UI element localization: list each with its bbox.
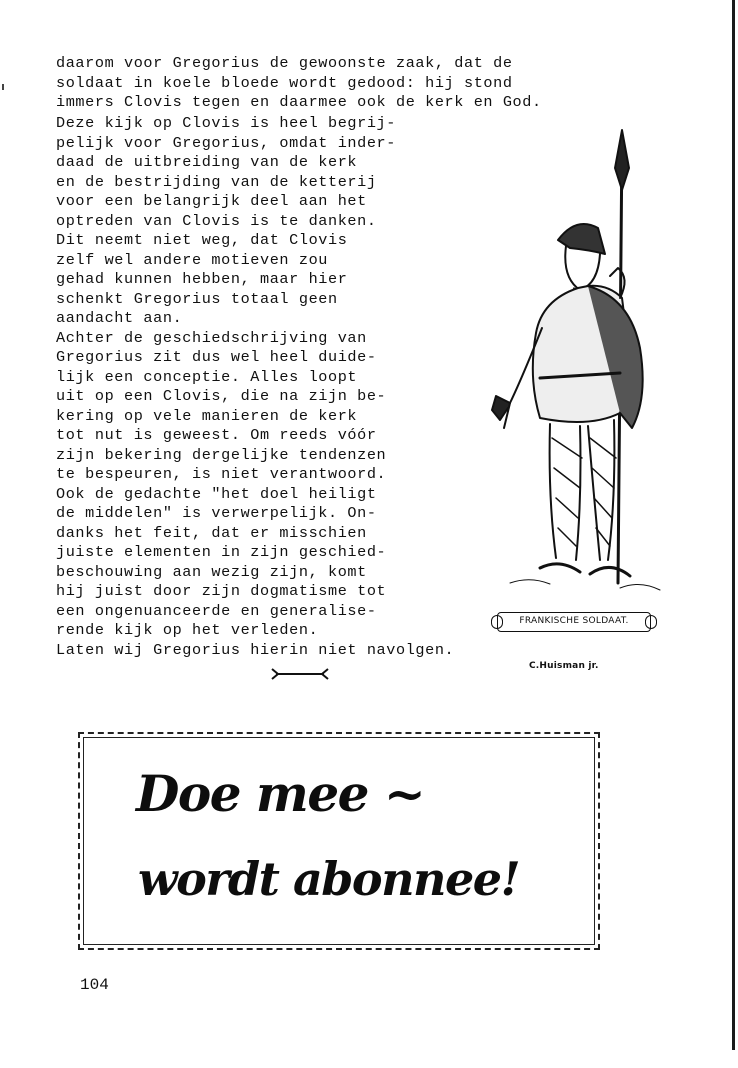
text-line: rende kijk op het verleden. bbox=[56, 621, 319, 639]
scan-speck bbox=[2, 84, 4, 90]
text-line: een ongenuanceerde en generalise- bbox=[56, 601, 377, 620]
text-line: Deze kijk op Clovis is heel begrij- bbox=[56, 114, 396, 132]
text-line: Ook de gedachte "het doel heiligt bbox=[56, 484, 377, 503]
text-line: soldaat in koele bloede wordt gedood: hij stond bbox=[56, 73, 513, 92]
text-line: uit op een Clovis, die na zijn be- bbox=[56, 387, 387, 405]
text-line: tot nut is geweest. Om reeds vóór bbox=[56, 426, 377, 444]
soldier-drawing bbox=[470, 128, 670, 608]
text-line: immers Clovis tegen en daarmee ook de kerk en God. bbox=[56, 93, 542, 111]
leg-wrappings bbox=[552, 438, 616, 546]
text-line: kering op vele manieren de kerk bbox=[56, 406, 358, 425]
section-divider-ornament bbox=[270, 667, 330, 681]
text-line: gehad kunnen hebben, maar hier bbox=[56, 270, 348, 288]
ground-lines bbox=[510, 580, 660, 590]
text-line: en de bestrijding van de ketterij bbox=[56, 172, 377, 191]
page-edge-rule bbox=[732, 0, 735, 1050]
text-line: Achter de geschiedschrijving van bbox=[56, 328, 367, 347]
artist-credit: C.Huisman jr. bbox=[529, 661, 599, 671]
illustration-caption: FRANKISCHE SOLDAAT. bbox=[497, 612, 651, 632]
text-line: juiste elementen in zijn geschied- bbox=[56, 543, 387, 561]
text-line: aandacht aan. bbox=[56, 309, 183, 327]
shoes bbox=[540, 564, 630, 576]
text-line: optreden van Clovis is te danken. bbox=[56, 211, 377, 230]
text-line: beschouwing aan wezig zijn, komt bbox=[56, 562, 367, 581]
text-line: zelf wel andere motieven zou bbox=[56, 250, 328, 269]
text-line: danks het feit, dat er misschien bbox=[56, 523, 367, 542]
text-line: Dit neemt niet weg, dat Clovis bbox=[56, 231, 348, 249]
text-line: de middelen" is verwerpelijk. On- bbox=[56, 504, 377, 522]
text-line: Laten wij Gregorius hierin niet navolgen. bbox=[56, 640, 455, 659]
spear-head bbox=[615, 130, 629, 190]
subscription-advertisement bbox=[78, 732, 600, 950]
text-line: schenkt Gregorius totaal geen bbox=[56, 289, 338, 308]
text-line: daad de uitbreiding van de kerk bbox=[56, 153, 358, 171]
text-line: lijk een conceptie. Alles loopt bbox=[56, 367, 358, 386]
text-line: daarom voor Gregorius de gewoonste zaak, dat de bbox=[56, 54, 513, 72]
text-line: pelijk voor Gregorius, omdat inder- bbox=[56, 133, 396, 152]
text-line: Gregorius zit dus wel heel duide- bbox=[56, 348, 377, 366]
text-line: zijn bekering dergelijke tendenzen bbox=[56, 445, 387, 464]
page-number: 104 bbox=[80, 976, 109, 994]
ad-headline: Doe mee ~ bbox=[136, 764, 425, 823]
text-line: hij juist door zijn dogmatisme tot bbox=[56, 582, 387, 600]
text-line: te bespeuren, is niet verantwoord. bbox=[56, 465, 387, 483]
text-line: voor een belangrijk deel aan het bbox=[56, 192, 367, 210]
frankish-soldier-illustration bbox=[470, 128, 670, 648]
ad-subline: wordt abonnee! bbox=[138, 852, 520, 906]
